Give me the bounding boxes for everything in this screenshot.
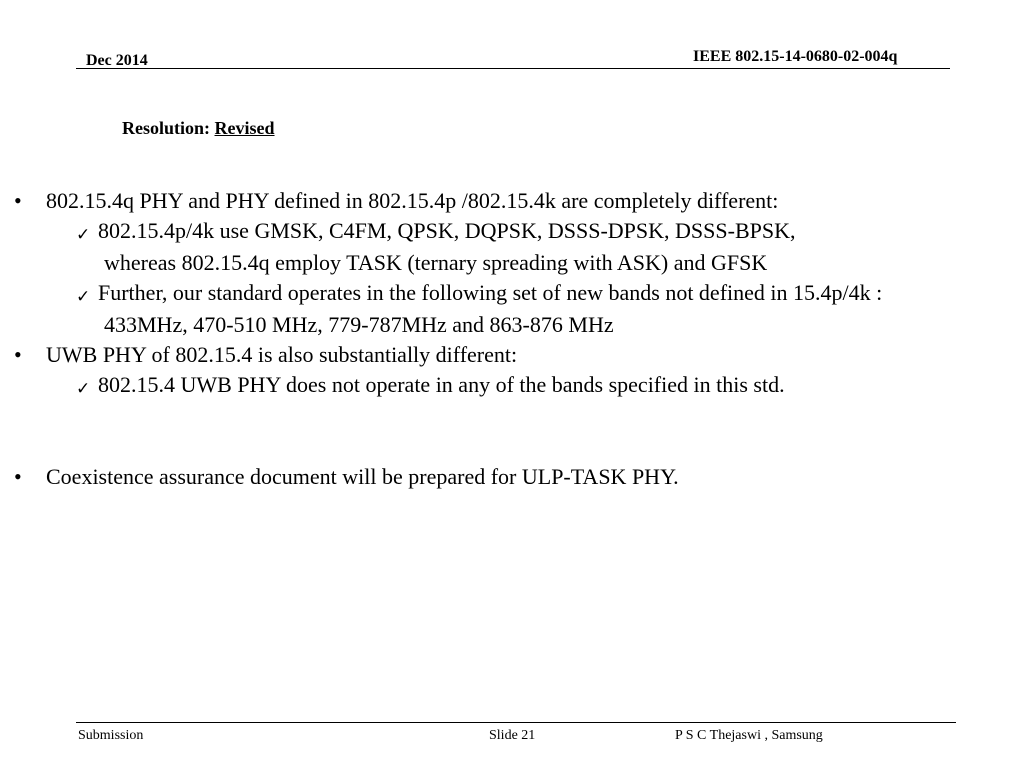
subbullet-bands: Further, our standard operates in the following set of new bands not defined in 15.4p/4k : bbox=[98, 280, 883, 305]
check-icon: ✓ bbox=[76, 225, 91, 245]
footer-author: P S C Thejaswi , Samsung bbox=[675, 728, 823, 743]
resolution-line bbox=[122, 118, 275, 139]
resolution-label: Resolution: bbox=[122, 118, 215, 138]
subbullet-modulations: 802.15.4p/4k use GMSK, C4FM, QPSK, DQPSK, DSSS-DPSK, DSSS-BPSK, bbox=[98, 218, 796, 243]
check-icon: ✓ bbox=[76, 287, 91, 307]
footer-slide-number: Slide 21 bbox=[489, 728, 536, 743]
bullet-marker: • bbox=[14, 464, 22, 489]
bullet-uwb-phy: UWB PHY of 802.15.4 is also substantially different: bbox=[46, 342, 518, 367]
bullet-marker: • bbox=[14, 342, 22, 367]
subbullet-bands-cont: 433MHz, 470-510 MHz, 779-787MHz and 863-876 MHz bbox=[104, 312, 614, 337]
header-doc-id: IEEE 802.15-14-0680-02-004q bbox=[693, 48, 898, 65]
check-icon: ✓ bbox=[76, 379, 91, 399]
subbullet-uwb-bands: 802.15.4 UWB PHY does not operate in any of the bands specified in this std. bbox=[98, 372, 785, 397]
header-date: Dec 2014 bbox=[86, 52, 148, 69]
subbullet-modulations-cont: whereas 802.15.4q employ TASK (ternary spreading with ASK) and GFSK bbox=[104, 250, 768, 275]
header-rule bbox=[76, 68, 950, 69]
footer-submission: Submission bbox=[78, 728, 144, 743]
resolution-value: Revised bbox=[214, 118, 275, 138]
bullet-phy-comparison: 802.15.4q PHY and PHY defined in 802.15.4p /802.15.4k are completely different: bbox=[46, 188, 779, 213]
bullet-marker: • bbox=[14, 188, 22, 213]
bullet-coexistence: Coexistence assurance document will be prepared for ULP-TASK PHY. bbox=[46, 464, 679, 489]
footer-rule bbox=[76, 722, 956, 723]
